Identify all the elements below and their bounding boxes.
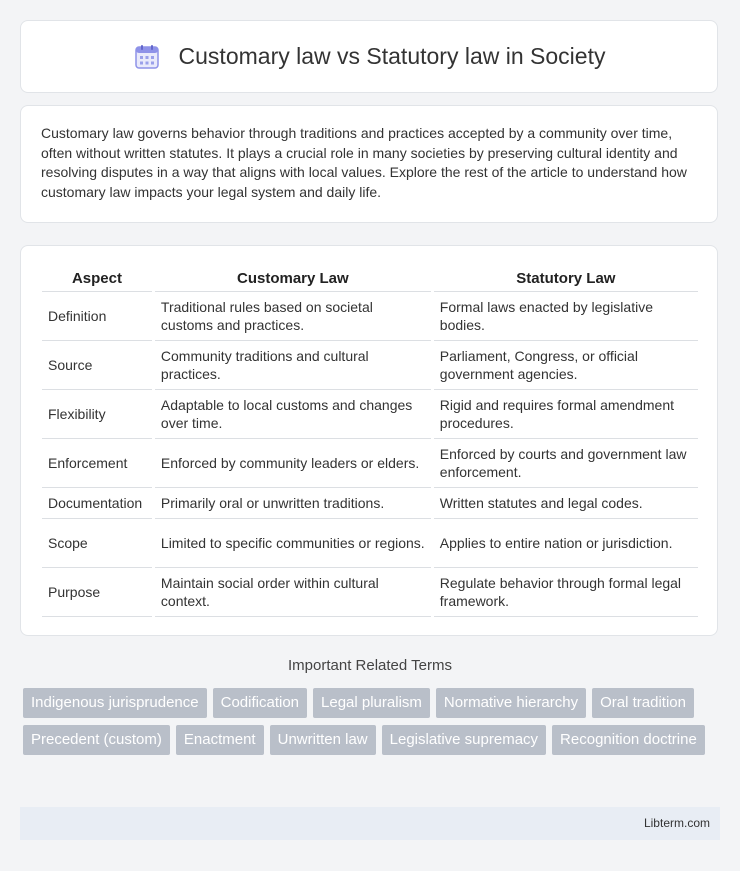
related-term-tag[interactable]: Legislative supremacy [382,725,546,755]
related-term-tag[interactable]: Unwritten law [270,725,376,755]
intro-text: Customary law governs behavior through traditions and practices accepted by a community over time, often without written statutes. It plays a crucial role in many societies by preserving cultural identity and resolving disputes in a way that aligns with local values. Explore the rest of the article to understand how customary law impacts your legal system and daily life. [41,125,687,200]
footer-site-link[interactable]: Libterm.com [643,816,710,830]
related-terms-list [23,688,723,755]
intro-card [20,105,718,223]
table-cell: Enforced by community leaders or elders. [153,439,432,488]
calendar-icon [133,43,161,71]
column-header-customary: Customary Law [153,264,432,292]
table-cell: Regulate behavior through formal legal framework. [432,568,698,617]
table-cell: Maintain social order within cultural context. [153,568,432,617]
table-cell: Primarily oral or unwritten traditions. [153,488,432,519]
table-cell: Documentation [42,488,153,519]
table-row [42,488,698,519]
related-term-tag[interactable]: Indigenous jurisprudence [23,688,207,718]
table-cell: Community traditions and cultural practices. [153,341,432,390]
table-cell: Purpose [42,568,153,617]
page-title: Customary law vs Statutory law in Society [178,43,606,69]
table-row [42,341,698,390]
table-cell: Applies to entire nation or jurisdiction. [432,519,698,568]
comparison-table [42,264,698,617]
table-cell: Enforced by courts and government law enforcement. [432,439,698,488]
related-term-tag[interactable]: Recognition doctrine [552,725,705,755]
table-cell: Scope [42,519,153,568]
table-row [42,292,698,341]
header-card [20,20,718,93]
table-cell: Adaptable to local customs and changes over time. [153,390,432,439]
related-terms-title: Important Related Terms [288,657,452,674]
table-row [42,519,698,568]
column-header-aspect: Aspect [42,264,153,292]
table-cell: Traditional rules based on societal customs and practices. [153,292,432,341]
table-cell: Flexibility [42,390,153,439]
table-cell: Written statutes and legal codes. [432,488,698,519]
table-cell: Formal laws enacted by legislative bodies. [432,292,698,341]
related-term-tag[interactable]: Enactment [176,725,264,755]
comparison-table-card [20,245,718,636]
related-term-tag[interactable]: Normative hierarchy [436,688,586,718]
table-row [42,439,698,488]
related-term-tag[interactable]: Oral tradition [592,688,694,718]
table-cell: Definition [42,292,153,341]
column-header-statutory: Statutory Law [432,264,698,292]
table-cell: Rigid and requires formal amendment procedures. [432,390,698,439]
table-cell: Enforcement [42,439,153,488]
table-cell: Limited to specific communities or regions. [153,519,432,568]
table-row [42,390,698,439]
footer [20,807,720,840]
table-cell: Source [42,341,153,390]
table-cell: Parliament, Congress, or official government agencies. [432,341,698,390]
related-term-tag[interactable]: Codification [213,688,307,718]
table-header-row [42,264,698,292]
related-term-tag[interactable]: Precedent (custom) [23,725,170,755]
table-row [42,568,698,617]
related-term-tag[interactable]: Legal pluralism [313,688,430,718]
